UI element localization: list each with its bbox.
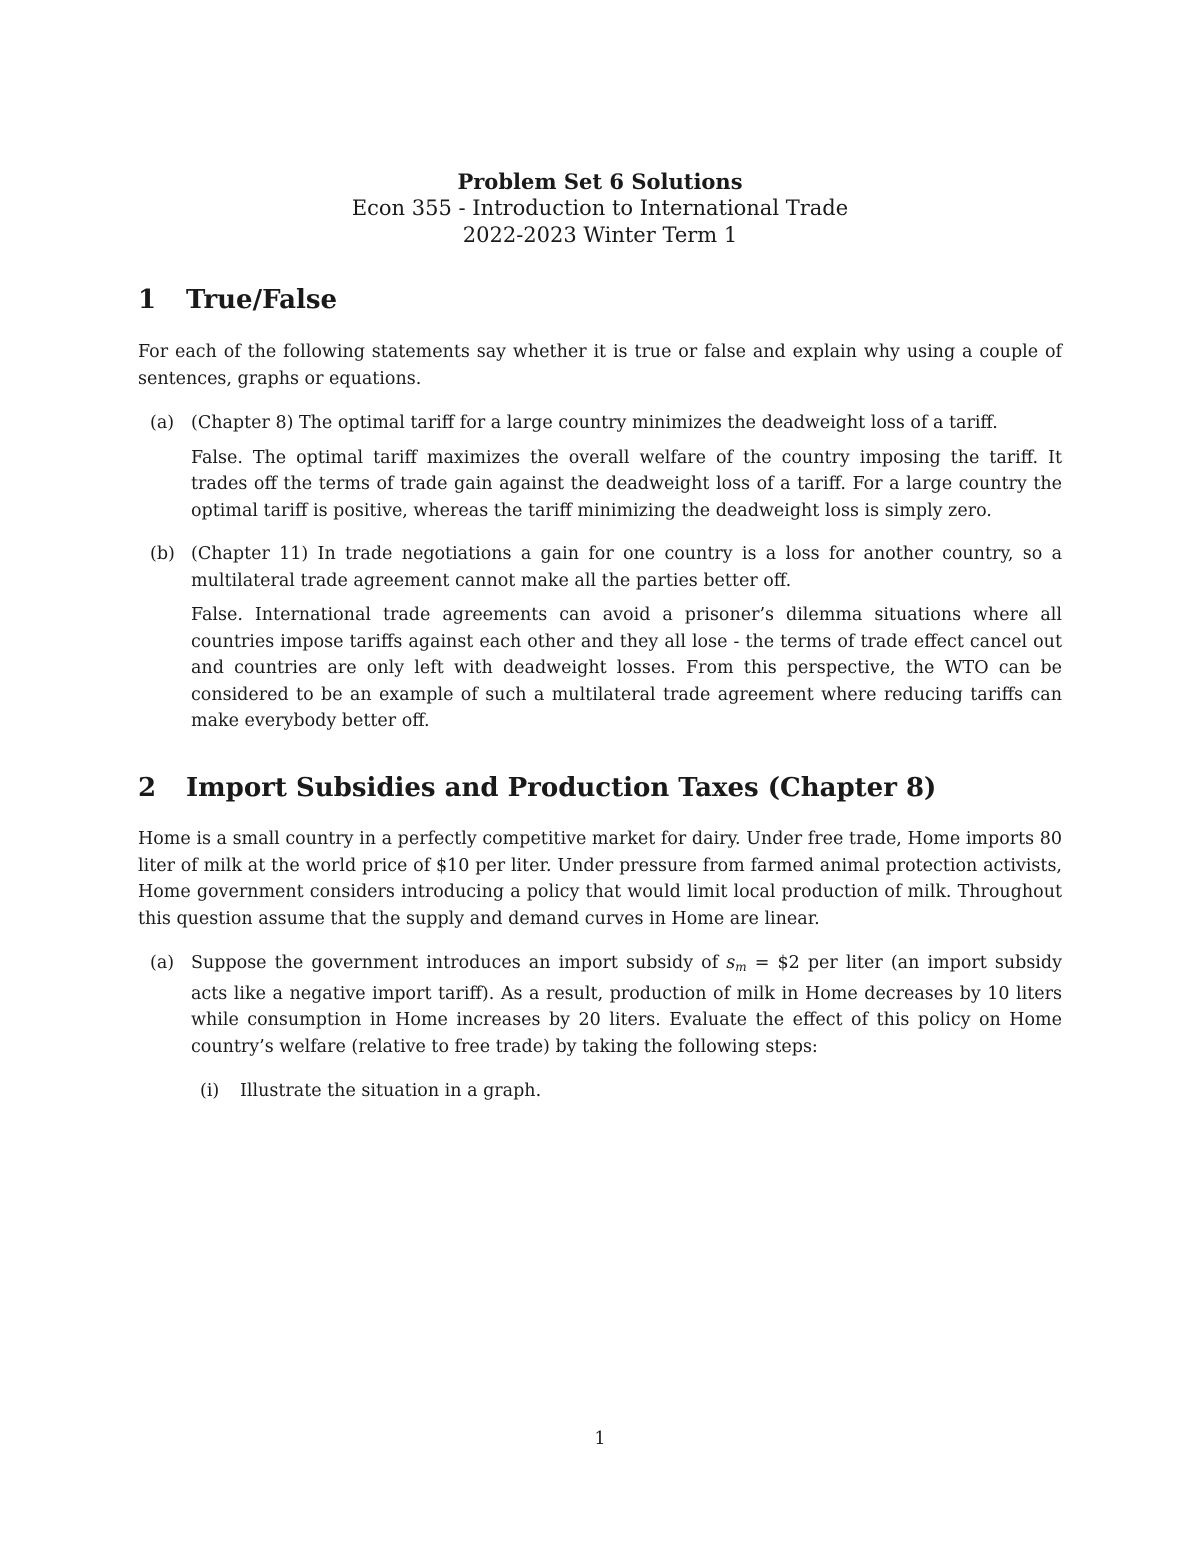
subsidy-symbol: s	[726, 953, 736, 973]
item-text-after: = $2 per liter (an import subsidy acts like a negative import tariff). As a result, production of milk in Home decreases by 10 liters while consumption in Home increases by 20 liters. Evaluate the effect of this policy on Home country’s welfare (relative to free trade) by taking the following steps:	[191, 953, 1062, 1057]
section-1-item-b	[150, 541, 1062, 735]
section-2-heading	[138, 772, 936, 804]
section-1-title: True/False	[186, 285, 338, 315]
item-marker: (b)	[150, 544, 175, 564]
item-text-before: Suppose the government introduces an import subsidy of	[191, 953, 727, 973]
subsidy-subscript: m	[735, 960, 747, 974]
document-title: Problem Set 6 Solutions	[457, 169, 743, 194]
item-question: (Chapter 11) In trade negotiations a gain for one country is a loss for another country, so a multilateral trade agreement cannot make all the parties better off.	[191, 544, 1062, 591]
item-question: (Chapter 8) The optimal tariff for a large country minimizes the deadweight loss of a tariff.	[191, 413, 998, 433]
section-1-intro: For each of the following statements say whether it is true or false and explain why using a couple of sentences, graphs or equations.	[138, 342, 1062, 389]
item-answer: False. International trade agreements can avoid a prisoner’s dilemma situations where all countries impose tariffs against each other and they all lose - the terms of trade effect cancel out and countries are only left with deadweight losses. From this perspective, the WTO can be considered to be an example of such a multilateral trade agreement where reducing tariffs can make everybody better off.	[191, 605, 1062, 731]
item-answer: False. The optimal tariff maximizes the overall welfare of the country imposing the tariff. It trades off the terms of trade gain against the deadweight loss of a tariff. For a large country the optimal tariff is positive, whereas the tariff minimizing the deadweight loss is simply zero.	[191, 447, 1062, 521]
item-marker: (a)	[150, 953, 175, 973]
subitem-marker: (i)	[200, 1081, 220, 1101]
term-label: 2022-2023 Winter Term 1	[462, 223, 738, 247]
course-name: Econ 355 - Introduction to International Trade	[351, 196, 849, 220]
section-1-number: 1	[138, 285, 157, 315]
subitem-text: Illustrate the situation in a graph.	[240, 1081, 542, 1101]
section-2-intro: Home is a small country in a perfectly competitive market for dairy. Under free trade, Home imports 80 liter of milk at the world price of $10 per liter. Under pressure from farmed animal protection activists, Home government considers introducing a policy that would limit local production of milk. Throughout this question assume that the supply and demand curves in Home are linear.	[138, 829, 1062, 929]
section-1-item-a	[150, 410, 1062, 524]
title-block	[0, 168, 1200, 249]
item-marker: (a)	[150, 413, 175, 433]
section-2-subitem-i	[200, 1078, 1062, 1105]
page-number: 1	[594, 1429, 606, 1449]
section-2-number: 2	[138, 773, 157, 803]
section-2-title: Import Subsidies and Production Taxes (Chapter 8)	[186, 773, 937, 803]
section-1-heading	[138, 284, 337, 316]
section-2-item-a	[150, 950, 1062, 1060]
item-question	[191, 950, 1062, 1060]
